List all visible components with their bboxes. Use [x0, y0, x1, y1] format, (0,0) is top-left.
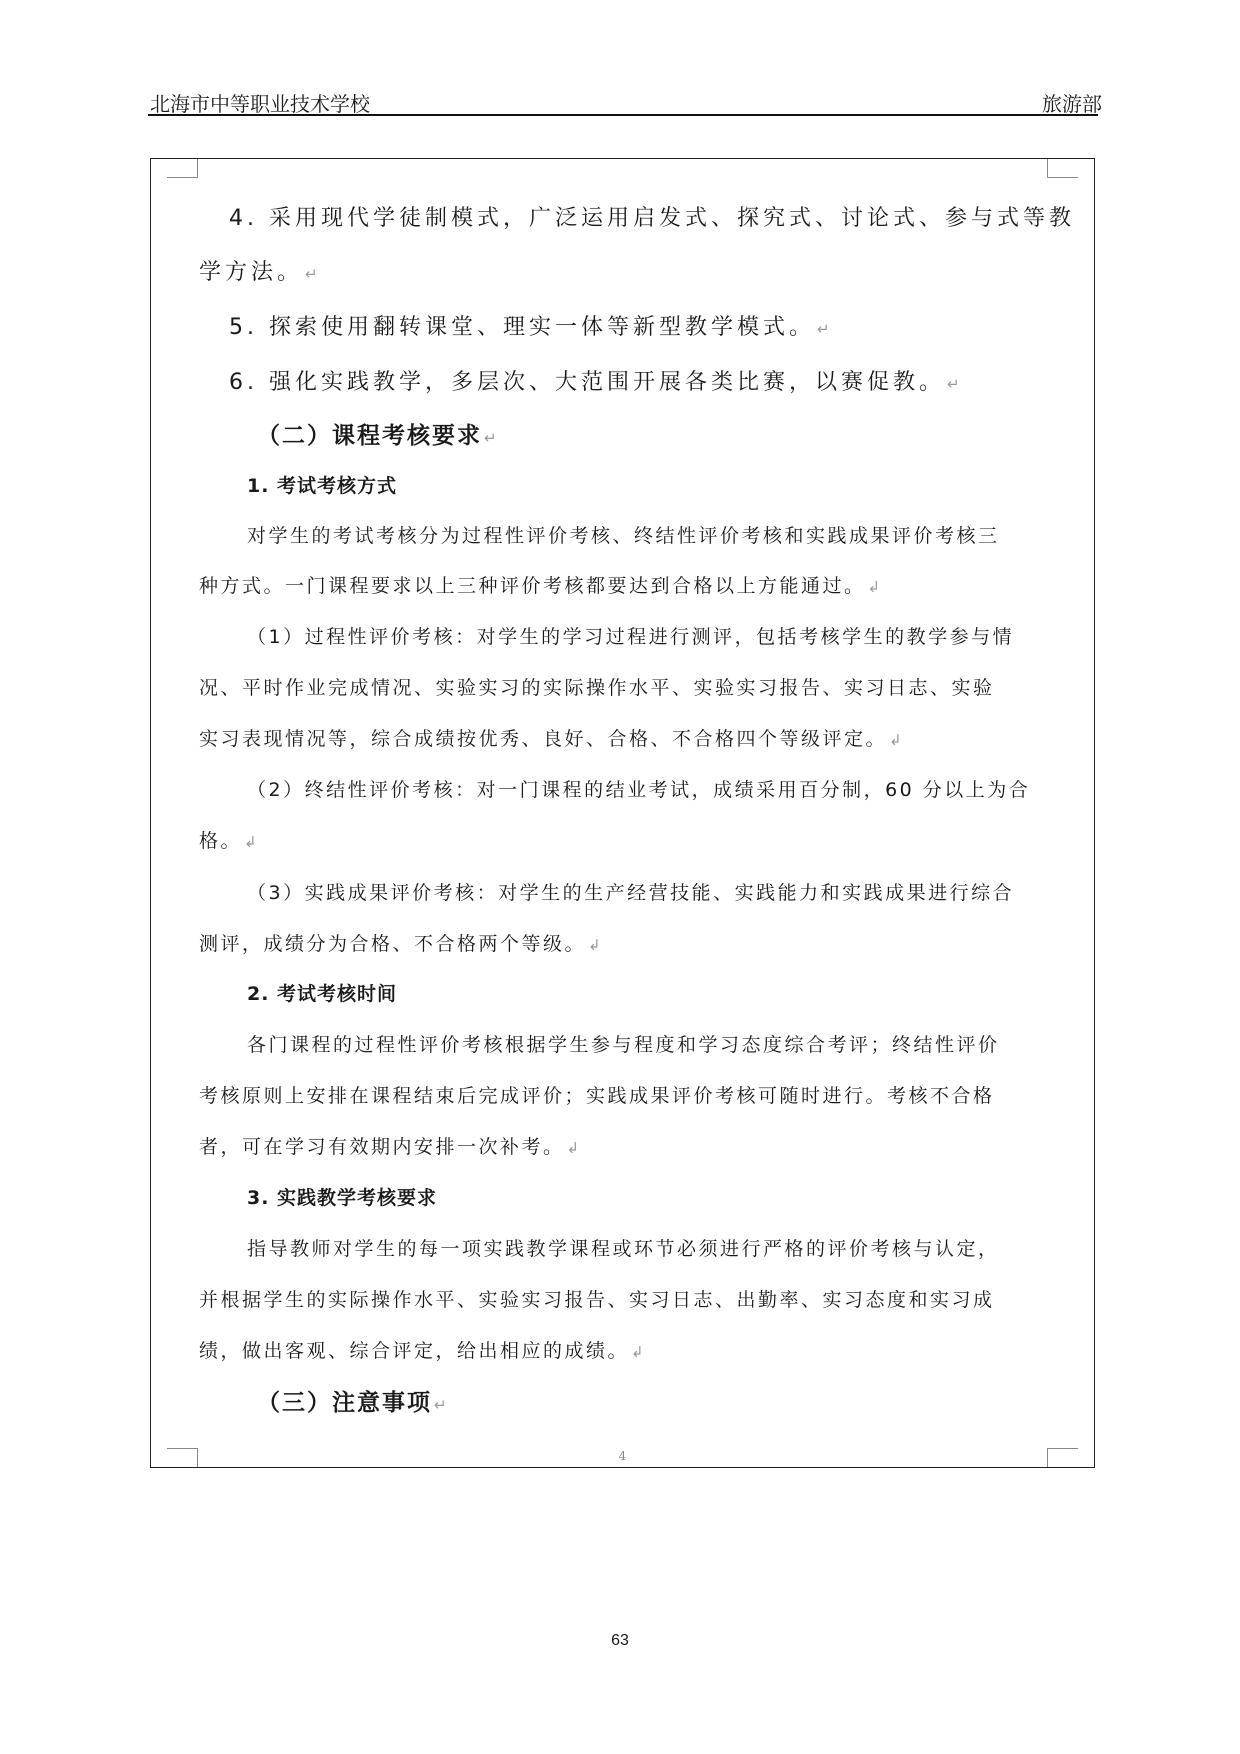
para-6-line-3: 绩，做出客观、综合评定，给出相应的成绩。 ↲	[199, 1340, 644, 1362]
item-4-line-2: 学方法。 ↵	[199, 260, 318, 285]
para-2-line-3: 实习表现情况等，综合成绩按优秀、良好、合格、不合格四个等级评定。 ↲	[199, 728, 902, 750]
subsection-1-heading: 1. 考试考核方式	[247, 475, 398, 497]
para-5-line-1: 各门课程的过程性评价考核根据学生参与程度和学习态度综合考评；终结性评价	[247, 1034, 1000, 1056]
embedded-page-frame	[150, 158, 1095, 1468]
embedded-page-number: 4	[618, 1449, 627, 1463]
para-3-line-1: （2）终结性评价考核：对一门课程的结业考试，成绩采用百分制，60 分以上为合	[247, 779, 1031, 801]
section-2-heading: （二）课程考核要求 ↵	[257, 423, 497, 449]
header-department: 旅游部	[1042, 92, 1102, 116]
subsection-3-heading: 3. 实践教学考核要求	[247, 1187, 438, 1209]
header-school-name: 北海市中等职业技术学校	[150, 92, 370, 116]
para-4-line-1: （3）实践成果评价考核：对学生的生产经营技能、实践能力和实践成果进行综合	[247, 882, 1015, 904]
page-number: 63	[611, 1632, 629, 1649]
para-3-line-2: 格。 ↲	[199, 830, 257, 852]
para-4-line-2: 测评，成绩分为合格、不合格两个等级。 ↲	[199, 933, 601, 955]
para-2-line-2: 况、平时作业完成情况、实验实习的实际操作水平、实验实习报告、实习日志、实验	[199, 677, 995, 699]
para-1-line-1: 对学生的考试考核分为过程性评价考核、终结性评价考核和实践成果评价考核三	[247, 525, 1000, 547]
para-5-line-3: 者，可在学习有效期内安排一次补考。 ↲	[199, 1136, 580, 1158]
item-4-line-1: 4. 采用现代学徒制模式，广泛运用启发式、探究式、讨论式、参与式等教	[229, 206, 1075, 231]
para-6-line-2: 并根据学生的实际操作水平、实验实习报告、实习日志、出勤率、实习态度和实习成	[199, 1289, 995, 1311]
header-rule	[148, 114, 1098, 116]
para-6-line-1: 指导教师对学生的每一项实践教学课程或环节必须进行严格的评价考核与认定，	[247, 1238, 1000, 1260]
crop-mark-top-right	[1047, 159, 1078, 178]
section-3-heading: （三）注意事项 ↵	[257, 1390, 447, 1416]
para-2-line-1: （1）过程性评价考核：对学生的学习过程进行测评，包括考核学生的教学参与情	[247, 626, 1015, 648]
item-6: 6. 强化实践教学，多层次、大范围开展各类比赛，以赛促教。 ↵	[229, 370, 960, 395]
para-5-line-2: 考核原则上安排在课程结束后完成评价；实践成果评价考核可随时进行。考核不合格	[199, 1085, 995, 1107]
para-1-line-2: 种方式。一门课程要求以上三种评价考核都要达到合格以上方能通过。 ↲	[199, 575, 881, 597]
item-5: 5. 探索使用翻转课堂、理实一体等新型教学模式。 ↵	[229, 315, 830, 340]
crop-mark-top-left	[167, 159, 198, 178]
subsection-2-heading: 2. 考试考核时间	[247, 983, 398, 1005]
